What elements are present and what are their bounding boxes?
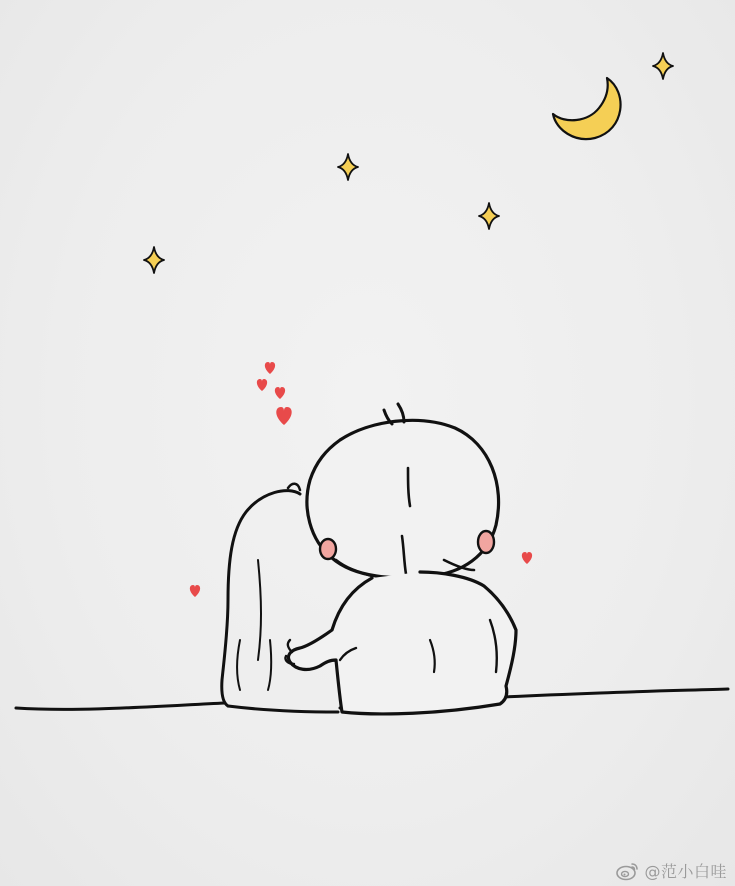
star-icon	[653, 53, 673, 79]
heart-icon	[522, 552, 532, 564]
star-icon	[479, 203, 499, 229]
star-icon	[338, 154, 358, 180]
moon-icon	[553, 78, 621, 139]
heart-icon	[190, 585, 200, 597]
heart-icon	[265, 362, 275, 374]
weibo-icon	[616, 861, 640, 881]
watermark-text: @范小白哇	[644, 862, 727, 881]
ear-left	[320, 539, 336, 559]
right-figure	[285, 404, 516, 714]
heart-icon	[275, 387, 285, 399]
star-icon	[144, 247, 164, 273]
ear-right	[478, 531, 494, 553]
heart-icon	[276, 407, 291, 425]
watermark	[616, 859, 727, 882]
heart-icon	[257, 379, 267, 391]
